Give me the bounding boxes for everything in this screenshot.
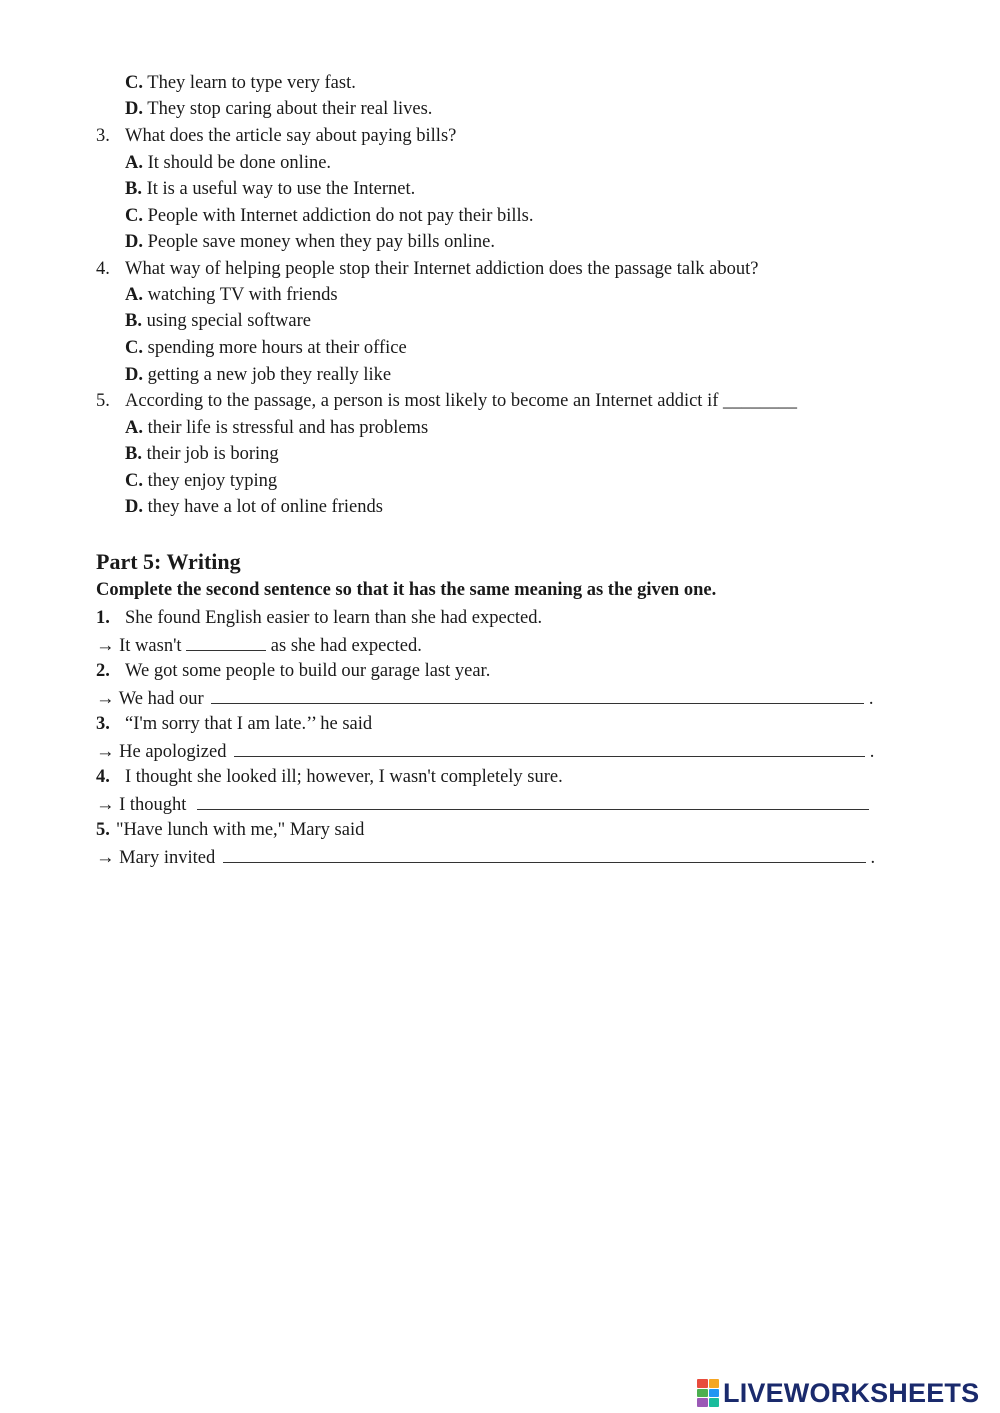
option-q5-c: C. they enjoy typing <box>125 471 278 491</box>
option-q4-b: B. using special software <box>125 311 311 331</box>
brand-name: LIVEWORKSHEETS <box>723 1377 980 1408</box>
option-q3-d: D. People save money when they pay bills online. <box>125 232 495 252</box>
option-q5-b: B. their job is boring <box>125 444 279 464</box>
option-q4-a: A. watching TV with friends <box>125 285 338 305</box>
answer-blank-2[interactable] <box>211 686 864 704</box>
answer-blank-3[interactable] <box>234 739 865 757</box>
writing-item-1-answer: → It wasn't as she had expected. <box>96 633 422 657</box>
option-q5-d: D. they have a lot of online friends <box>125 497 383 517</box>
writing-item-5-answer: → Mary invited . <box>96 845 875 869</box>
option-q5-a: A. their life is stressful and has problems <box>125 418 429 438</box>
option-q4-d: D. getting a new job they really like <box>125 365 392 385</box>
writing-item-4-answer: → I thought <box>96 792 869 816</box>
answer-blank-4[interactable] <box>197 792 869 810</box>
option-q3-c: C. People with Internet addiction do not pay their bills. <box>125 206 534 226</box>
writing-instruction: Complete the second sentence so that it has the same meaning as the given one. <box>96 580 717 600</box>
option-q3-a: A. It should be done online. <box>125 153 332 173</box>
option-q2-c: C. They learn to type very fast. <box>125 73 356 93</box>
option-q3-b: B. It is a useful way to use the Internet. <box>125 179 416 199</box>
liveworksheets-logo-icon <box>697 1379 719 1407</box>
option-q4-c: C. spending more hours at their office <box>125 338 407 358</box>
writing-item-3-answer: → He apologized . <box>96 739 874 763</box>
writing-item-2-answer: → We had our . <box>96 686 873 710</box>
section-heading-writing: Part 5: Writing <box>96 549 241 574</box>
option-q2-d: D. They stop caring about their real lives. <box>125 99 433 119</box>
liveworksheets-logo <box>697 1377 979 1409</box>
answer-blank-1[interactable] <box>186 633 266 651</box>
answer-blank-5[interactable] <box>223 845 866 863</box>
